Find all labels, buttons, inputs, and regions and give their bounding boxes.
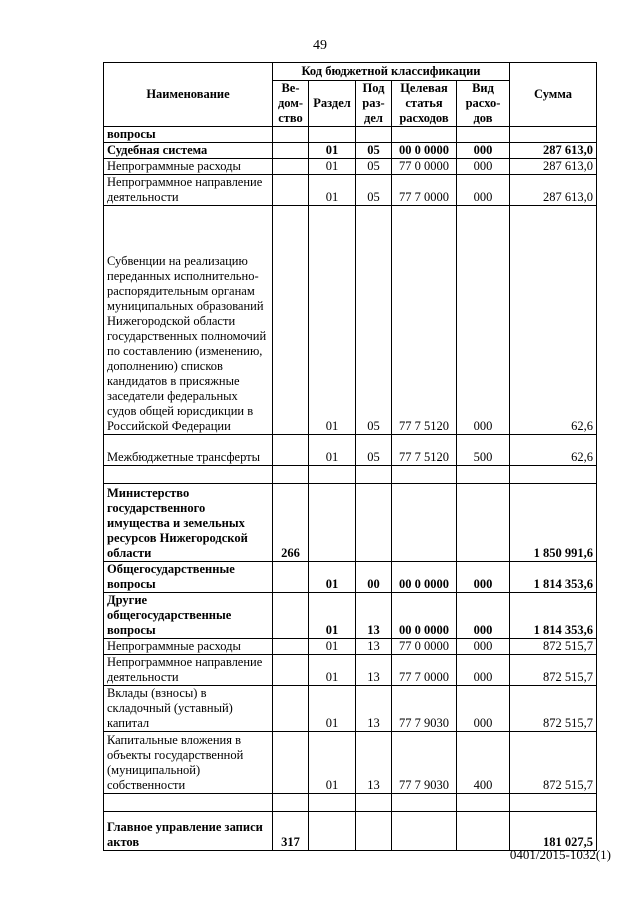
cell-name: Субвенции на реализацию переданных исполнительно-распорядительным органам муниципальных образований Нижегородской области государственных полномочий по составлению (изменению, дополнению) списков кандидатов в присяжные заседатели федеральных судов общей юрисдикции в Российской Федерации: [104, 206, 273, 435]
cell-name: Непрограммные расходы: [104, 159, 273, 175]
cell-tselevaya: 77 7 0000: [392, 655, 457, 686]
cell-tselevaya: 77 0 0000: [392, 639, 457, 655]
cell-podrazdel: 00: [356, 562, 392, 593]
table-row: [104, 159, 597, 175]
cell-vedomstvo: [273, 127, 309, 143]
cell-name: Вклады (взносы) в складочный (уставный) капитал: [104, 686, 273, 732]
cell-tselevaya: 77 7 0000: [392, 175, 457, 206]
cell-tselevaya: [392, 812, 457, 851]
table-row: [104, 466, 597, 484]
document-code: 0401/2015-1032(1): [509, 847, 611, 862]
cell-vedomstvo: 317: [273, 812, 309, 851]
cell-tselevaya: [392, 466, 457, 484]
header-sum: Сумма: [510, 63, 597, 127]
cell-tselevaya: [392, 127, 457, 143]
cell-vedomstvo: [273, 655, 309, 686]
cell-sum: 62,6: [510, 435, 597, 466]
cell-name: [104, 794, 273, 812]
cell-razdel: [309, 484, 356, 562]
cell-sum: 1 814 353,6: [510, 562, 597, 593]
table-row: [104, 435, 597, 466]
table-row: [104, 143, 597, 159]
cell-vedomstvo: [273, 686, 309, 732]
cell-sum: 287 613,0: [510, 159, 597, 175]
cell-name: Межбюджетные трансферты: [104, 435, 273, 466]
cell-vid: 000: [457, 686, 510, 732]
cell-podrazdel: 05: [356, 435, 392, 466]
cell-razdel: 01: [309, 639, 356, 655]
table-row: [104, 127, 597, 143]
page-number: 49: [313, 38, 327, 53]
cell-podrazdel: 05: [356, 175, 392, 206]
cell-razdel: 01: [309, 143, 356, 159]
cell-razdel: 01: [309, 593, 356, 639]
cell-sum: 181 027,5: [510, 812, 597, 851]
cell-name: [104, 466, 273, 484]
cell-razdel: 01: [309, 175, 356, 206]
table-row: [104, 812, 597, 851]
cell-name: вопросы: [104, 127, 273, 143]
cell-podrazdel: 05: [356, 206, 392, 435]
cell-razdel: 01: [309, 655, 356, 686]
cell-name: Непрограммное направление деятельности: [104, 175, 273, 206]
header-razdel: Раздел: [309, 81, 356, 127]
cell-tselevaya: 77 7 9030: [392, 732, 457, 794]
cell-tselevaya: 00 0 0000: [392, 562, 457, 593]
cell-razdel: 01: [309, 686, 356, 732]
header-vedomstvo: Ве-дом-ство: [273, 81, 309, 127]
cell-podrazdel: 13: [356, 639, 392, 655]
cell-podrazdel: 13: [356, 732, 392, 794]
cell-vid: 000: [457, 655, 510, 686]
cell-vid: 000: [457, 639, 510, 655]
cell-razdel: 01: [309, 206, 356, 435]
cell-tselevaya: 00 0 0000: [392, 143, 457, 159]
cell-vedomstvo: [273, 732, 309, 794]
cell-vid: 000: [457, 159, 510, 175]
cell-vedomstvo: [273, 562, 309, 593]
cell-podrazdel: [356, 794, 392, 812]
cell-podrazdel: 13: [356, 655, 392, 686]
cell-sum: 287 613,0: [510, 143, 597, 159]
cell-sum: 1 814 353,6: [510, 593, 597, 639]
cell-razdel: [309, 812, 356, 851]
cell-sum: 872 515,7: [510, 639, 597, 655]
cell-podrazdel: [356, 466, 392, 484]
cell-name: Судебная система: [104, 143, 273, 159]
cell-vid: 500: [457, 435, 510, 466]
cell-vid: [457, 127, 510, 143]
table-row: [104, 655, 597, 686]
cell-razdel: 01: [309, 435, 356, 466]
header-tselevaya: Целевая статья расходов: [392, 81, 457, 127]
cell-razdel: [309, 466, 356, 484]
cell-tselevaya: 77 7 5120: [392, 206, 457, 435]
cell-podrazdel: [356, 812, 392, 851]
cell-vedomstvo: [273, 143, 309, 159]
table-row: [104, 206, 597, 435]
cell-podrazdel: 05: [356, 143, 392, 159]
cell-sum: 872 515,7: [510, 655, 597, 686]
cell-name: Главное управление записи актов: [104, 812, 273, 851]
cell-name: Другие общегосударственные вопросы: [104, 593, 273, 639]
cell-vid: 000: [457, 175, 510, 206]
cell-name: Капитальные вложения в объекты государственной (муниципальной) собственности: [104, 732, 273, 794]
cell-vedomstvo: [273, 206, 309, 435]
cell-razdel: 01: [309, 732, 356, 794]
cell-vedomstvo: [273, 466, 309, 484]
table-row: [104, 732, 597, 794]
table-row: [104, 175, 597, 206]
cell-tselevaya: 77 7 5120: [392, 435, 457, 466]
table-row: [104, 484, 597, 562]
cell-vid: [457, 812, 510, 851]
cell-vid: 400: [457, 732, 510, 794]
cell-razdel: [309, 794, 356, 812]
table-row: [104, 794, 597, 812]
cell-sum: 287 613,0: [510, 175, 597, 206]
table-row: [104, 562, 597, 593]
cell-vedomstvo: 266: [273, 484, 309, 562]
cell-sum: [510, 127, 597, 143]
cell-podrazdel: 13: [356, 593, 392, 639]
header-podrazdel: Под раз-дел: [356, 81, 392, 127]
header-vid: Вид расхо-дов: [457, 81, 510, 127]
cell-podrazdel: [356, 127, 392, 143]
cell-sum: [510, 466, 597, 484]
cell-vedomstvo: [273, 593, 309, 639]
budget-table: [103, 62, 597, 851]
cell-vedomstvo: [273, 159, 309, 175]
cell-tselevaya: 77 0 0000: [392, 159, 457, 175]
header-name: Наименование: [104, 63, 273, 127]
cell-tselevaya: 77 7 9030: [392, 686, 457, 732]
cell-sum: 1 850 991,6: [510, 484, 597, 562]
cell-sum: 62,6: [510, 206, 597, 435]
cell-vedomstvo: [273, 175, 309, 206]
table-row: [104, 686, 597, 732]
cell-vid: 000: [457, 206, 510, 435]
cell-name: Непрограммное направление деятельности: [104, 655, 273, 686]
header-code-group: Код бюджетной классификации: [273, 63, 510, 81]
cell-vid: 000: [457, 593, 510, 639]
cell-sum: 872 515,7: [510, 732, 597, 794]
cell-sum: 872 515,7: [510, 686, 597, 732]
cell-podrazdel: 05: [356, 159, 392, 175]
cell-vid: 000: [457, 562, 510, 593]
cell-podrazdel: 13: [356, 686, 392, 732]
cell-tselevaya: [392, 484, 457, 562]
cell-vid: [457, 794, 510, 812]
cell-vedomstvo: [273, 639, 309, 655]
cell-vid: [457, 466, 510, 484]
table-row: [104, 593, 597, 639]
cell-vedomstvo: [273, 794, 309, 812]
cell-sum: [510, 794, 597, 812]
cell-name: Министерство государственного имущества и земельных ресурсов Нижегородской области: [104, 484, 273, 562]
table-row: [104, 639, 597, 655]
cell-name: Непрограммные расходы: [104, 639, 273, 655]
cell-vid: 000: [457, 143, 510, 159]
cell-razdel: [309, 127, 356, 143]
cell-tselevaya: [392, 794, 457, 812]
cell-razdel: 01: [309, 562, 356, 593]
cell-razdel: 01: [309, 159, 356, 175]
cell-vedomstvo: [273, 435, 309, 466]
cell-vid: [457, 484, 510, 562]
cell-name: Общегосударственные вопросы: [104, 562, 273, 593]
cell-podrazdel: [356, 484, 392, 562]
cell-tselevaya: 00 0 0000: [392, 593, 457, 639]
